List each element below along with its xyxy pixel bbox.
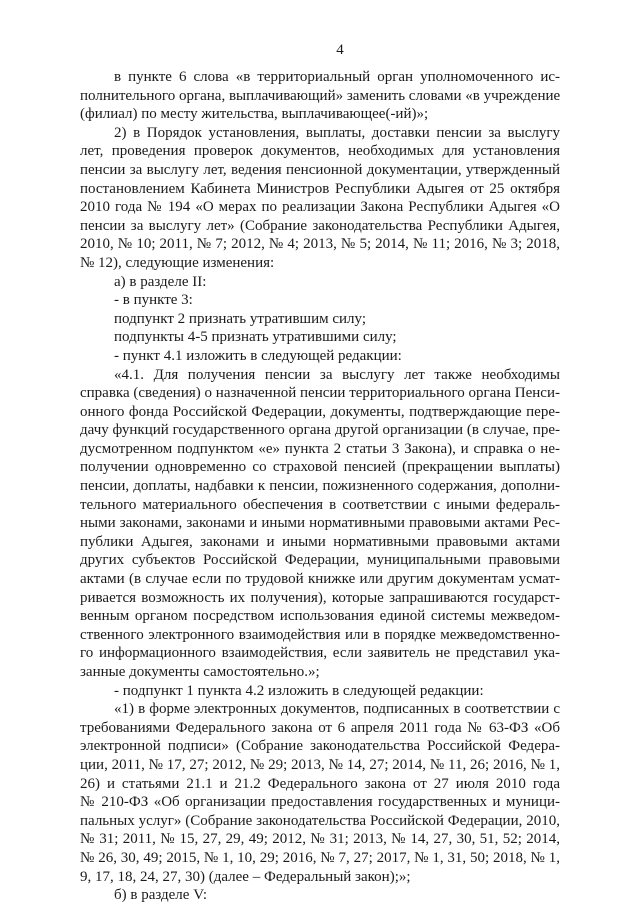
- text-line: дусмотренном подпунктом «е» пункта 2 статьи 3 Закона), и справка о не-: [80, 440, 560, 457]
- text-line: 9, 17, 18, 24, 27, 30) (далее – Федеральный закон);»;: [80, 868, 411, 885]
- text-line: других субъектов Российской Федерации, муниципальными правовыми: [80, 552, 560, 569]
- text-line: электронной подписи» (Собрание законодательства Российской Федера-: [80, 738, 560, 755]
- text-line: 2010, № 10; 2011, № 7; 2012, № 4; 2013, № 5; 2014, № 11; 2016, № 3; 2018,: [80, 236, 560, 253]
- text-line: справка (сведения) о назначенной пенсии территориального органа Пенси-: [80, 385, 560, 402]
- text-line: в пункте 6 слова «в территориальный орган уполномоченного ис-: [114, 69, 560, 85]
- paragraph: [80, 310, 560, 329]
- text-line: требованиями Федерального закона от 6 апреля 2011 года № 63-ФЗ «Об: [80, 719, 560, 736]
- text-line: 2010 года № 194 «О мерах по реализации Закона Республики Адыгея «О: [80, 199, 560, 216]
- text-line: тельного материального обеспечения в соответствии с иными федераль-: [80, 496, 560, 513]
- text-line: № 210-ФЗ «Об организации предоставления государственных и муници-: [80, 794, 560, 811]
- paragraph: [80, 682, 560, 701]
- paragraph: [80, 68, 560, 124]
- text-line: получении одновременно со страховой пенсией (прекращении выплаты): [80, 459, 560, 476]
- text-line: «4.1. Для получения пенсии за выслугу лет также необходимы: [114, 366, 560, 383]
- text-line: 26) и статьями 21.1 и 21.2 Федерального закона от 27 июля 2010 года: [80, 775, 560, 792]
- text-line: - в пункте 3:: [114, 292, 193, 309]
- text-line: пенсии, доплаты, надбавки к пенсии, пожизненного содержания, дополни-: [80, 478, 560, 495]
- paragraph: [80, 328, 560, 347]
- paragraph: [80, 273, 560, 292]
- text-line: а) в разделе II:: [114, 273, 207, 290]
- text-line: - пункт 4.1 изложить в следующей редакции:: [114, 347, 402, 364]
- text-line: 2) в Порядок установления, выплаты, доставки пенсии за выслугу: [114, 124, 560, 141]
- text-line: ции, 2011, № 17, 27; 2012, № 29; 2013, № 14, 27; 2014, № 11, 26; 2016, № 1,: [80, 756, 560, 773]
- text-line: занные документы самостоятельно.»;: [80, 664, 320, 680]
- page-number: 4: [336, 42, 344, 58]
- text-line: подпункты 4-5 признать утратившими силу;: [114, 329, 397, 346]
- paragraph: [80, 124, 560, 273]
- text-line: актами (в случае если по трудовой книжке или другим документам усмат-: [80, 571, 560, 588]
- text-line: пенсии за выслугу лет, ведения пенсионной документации, утвержденный: [80, 161, 560, 178]
- text-line: ными законами, законами и иными нормативными правовыми актами Рес-: [80, 515, 560, 532]
- text-line: ственного электронного взаимодействия или в порядке межведомственно-: [80, 626, 560, 643]
- document-body: [80, 68, 560, 905]
- text-line: № 26, 30, 49; 2015, № 1, 10, 29; 2016, № 7, 27; 2017, № 1, 31, 50; 2018, № 1,: [80, 849, 560, 866]
- paragraph: [80, 347, 560, 366]
- text-line: подпункт 2 признать утратившим силу;: [114, 310, 366, 327]
- text-line: публики Адыгея, законами и иными нормативными правовыми актами: [80, 533, 560, 550]
- text-line: онного фонда Российской Федерации, документы, подтверждающие пере-: [80, 403, 560, 420]
- text-line: полнительного органа, выплачивающий» заменить словами «в учреждение: [80, 87, 561, 104]
- text-line: го информационного взаимодействия, если заявитель не представил ука-: [80, 645, 560, 662]
- paragraph: [80, 291, 560, 310]
- paragraph: [80, 886, 560, 905]
- paragraph: [80, 366, 560, 682]
- text-line: б) в разделе V:: [114, 887, 208, 904]
- paragraph: [80, 700, 560, 886]
- text-line: ривается возможность их получения), которые запрашиваются государст-: [80, 589, 560, 606]
- text-line: венным органом посредством использования единой системы межведом-: [80, 608, 560, 625]
- text-line: (филиал) по месту жительства, выплачивающее(-ий)»;: [80, 106, 429, 123]
- text-line: постановлением Кабинета Министров Республики Адыгея от 25 октября: [80, 180, 560, 197]
- text-line: № 31; 2011, № 15, 27, 29, 49; 2012, № 31; 2013, № 14, 27, 30, 51, 52; 2014,: [80, 831, 560, 848]
- text-line: - подпункт 1 пункта 4.2 изложить в следующей редакции:: [114, 682, 484, 699]
- text-line: лет, проведения проверок документов, необходимых для установления: [80, 143, 560, 160]
- text-line: № 12), следующие изменения:: [80, 254, 275, 271]
- text-line: пенсии за выслугу лет» (Собрание законодательства Республики Адыгея,: [80, 217, 560, 234]
- text-line: дачу функций государственного органа другой организации (в случае, пре-: [80, 422, 560, 439]
- text-line: пальных услуг» (Собрание законодательства Российской Федерации, 2010,: [80, 812, 560, 829]
- text-line: «1) в форме электронных документов, подписанных в соответствии с: [114, 701, 560, 718]
